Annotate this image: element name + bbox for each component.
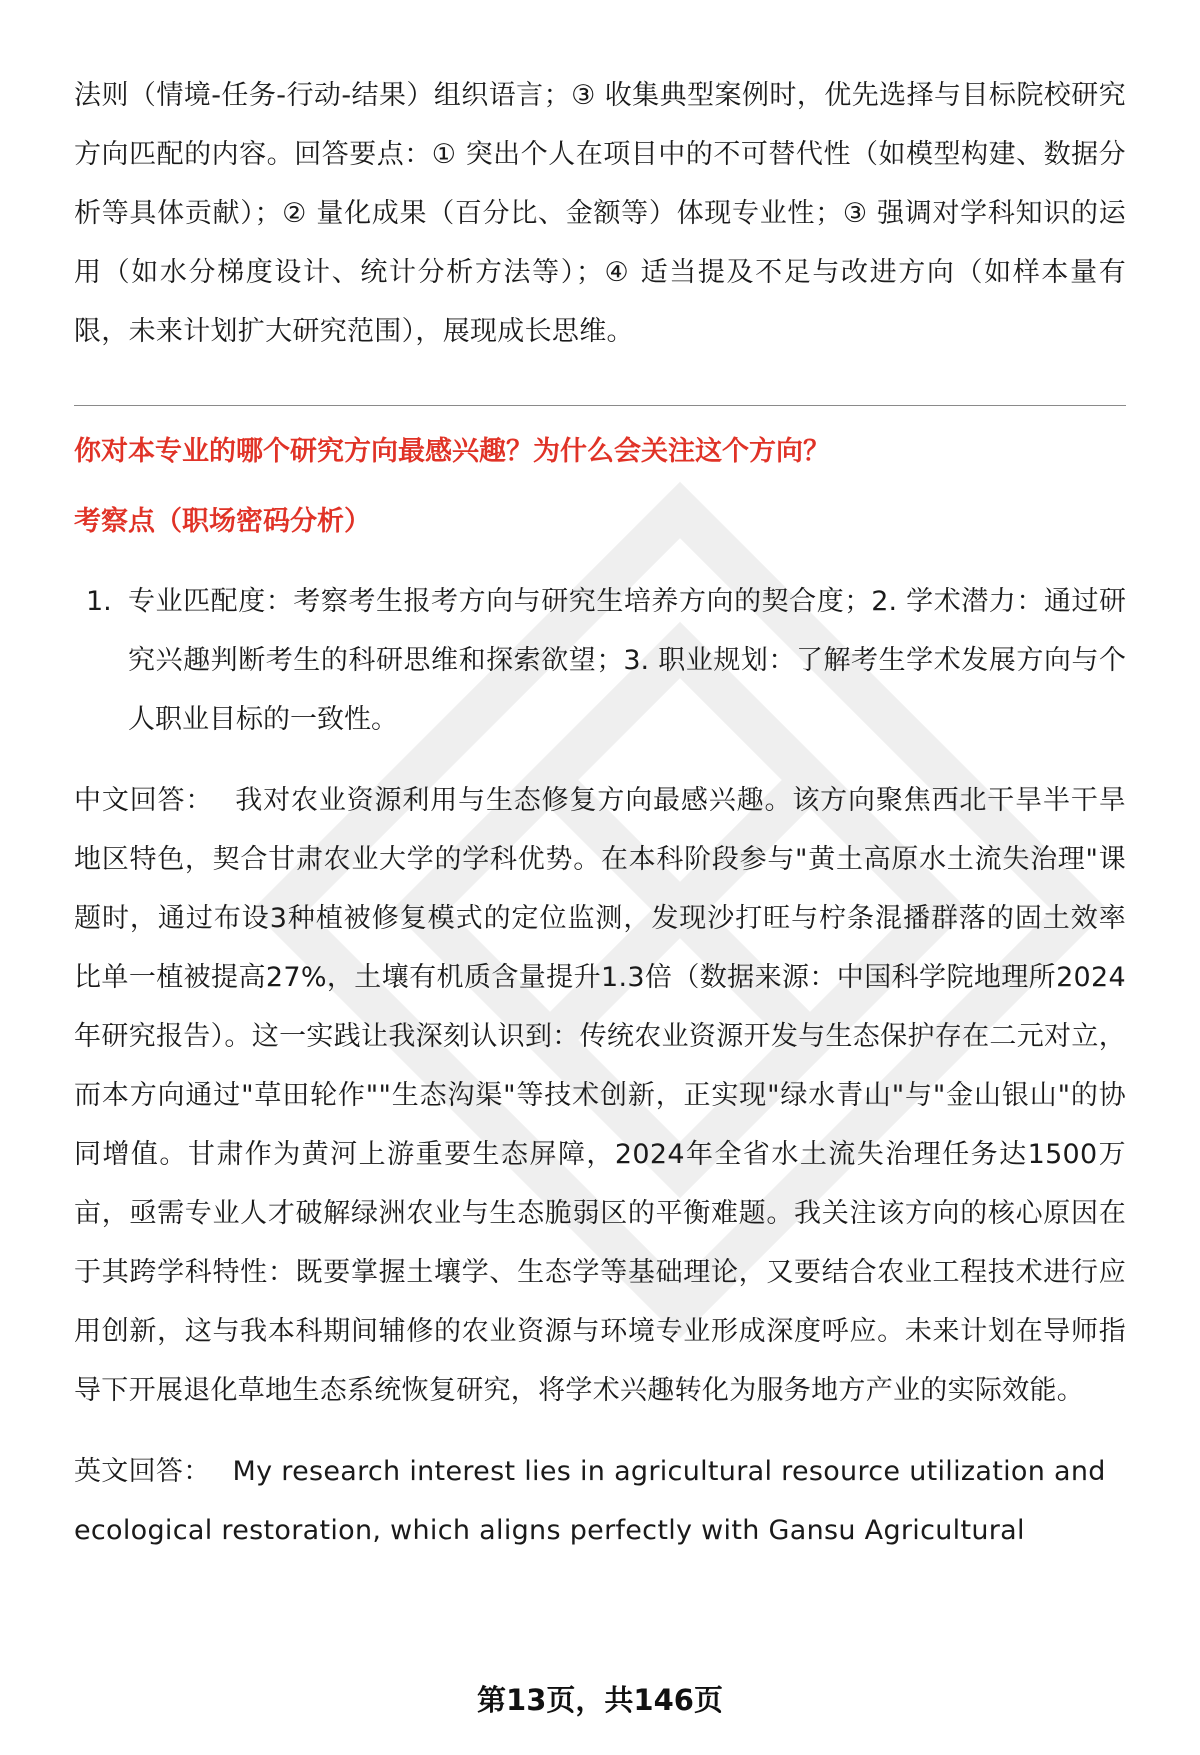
chinese-answer-text: 我对农业资源利用与生态修复方向最感兴趣。该方向聚焦西北干旱半干旱地区特色，契合甘肃农业大学的学科优势。在本科阶段参与"黄土高原水土流失治理"课题时，通过布设3种植被修复模式的定位监测，发现沙打旺与柠条混播群落的固土效率比单一植被提高27%，土壤有机质含量提升1.3倍（数据来源：中国科学院地理所2024年研究报告）。这一实践让我深刻认识到：传统农业资源开发与生态保护存在二元对立，而本方向通过"草田轮作""生态沟渠"等技术创新，正实现"绿水青山"与"金山银山"的协同增值。甘肃作为黄河上游重要生态屏障，2024年全省水土流失治理任务达1500万亩，亟需专业人才破解绿洲农业与生态脆弱区的平衡难题。我关注该方向的核心原因在于其跨学科特性：既要掌握土壤学、生态学等基础理论，又要结合农业工程技术进行应用创新，这与我本科期间辅修的农业资源与环境专业形成深度呼应。未来计划在导师指导下开展退化草地生态系统恢复研究，将学术兴趣转化为服务地方产业的实际效能。 [74,785,1126,1406]
page-footer: 第13页，共146页 [477,1683,723,1717]
english-answer [74,1442,1126,1560]
interview-question: 你对本专业的哪个研究方向最感兴趣？为什么会关注这个方向？ [74,436,830,467]
list-text: 专业匹配度：考察考生报考方向与研究生培养方向的契合度；2. 学术潜力：通过研究兴趣判断考生的科研思维和探索欲望；3. 职业规划：了解考生学术发展方向与个人职业目标的一致性。 [128,586,1126,735]
list-number: 1. [86,586,112,617]
section-divider [74,405,1126,406]
section-heading: 考察点（职场密码分析） [74,506,371,537]
intro-paragraph: 法则（情境-任务-行动-结果）组织语言；③ 收集典型案例时，优先选择与目标院校研究方向匹配的内容。回答要点：① 突出个人在项目中的不可替代性（如模型构建、数据分析等具体贡献）；② 量化成果（百分比、金额等）体现专业性；③ 强调对学科知识的运用（如水分梯度设计、统计分析方法等）；④ 适当提及不足与改进方向（如样本量有限，未来计划扩大研究范围），展现成长思维。 [74,80,1126,347]
chinese-answer-label: 中文回答： [74,785,214,816]
document-page [74,66,1126,1560]
english-answer-text: My research interest lies in agricultural resource utilization and ecological restoration, which aligns perfectly with Gansu Agricultural [74,1456,1106,1546]
english-answer-label: 英文回答： [74,1456,211,1487]
list-item [74,572,1126,749]
chinese-answer [74,771,1126,1420]
